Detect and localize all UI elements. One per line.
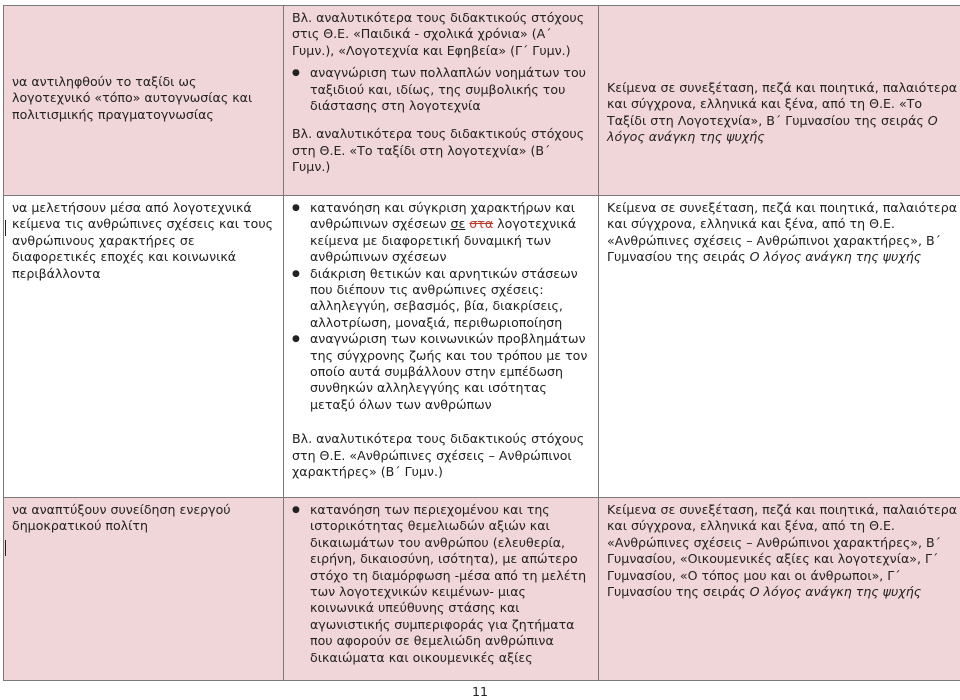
table-row bbox=[4, 6, 960, 196]
list-item: ● κατανόηση των περιεχομένου και της ιστορικότητας θεμελιωδών αξιών και δικαιωμάτων του ανθρώπου (ελευθερία, ειρήνη, δικαιοσύνη, ισότητα), με απώτερο στόχο τη διαμόρφωση -μέσα από τη μελέτη των λογοτεχνικών κειμένων- μιας κοινωνικά υπεύθυνης στάσης και αγωνιστικής συμπεριφοράς για ζητήματα που αφορούν σε θεμελιώδη ανθρώπινα δικαιώματα και οικουμενικές αξίες bbox=[310, 502, 592, 666]
list-item: ● αναγνώριση των κοινωνικών προβλημάτων της σύγχρονης ζωής και του τρόπου με τον οποίο αυτά συμβάλλουν στην εμπέδωση συνθηκών αλληλεγγύης και ισότητας μεταξύ όλων των ανθρώπων bbox=[310, 331, 592, 413]
table-row bbox=[4, 498, 960, 681]
goal-text: να αναπτύξουν συνείδηση ενεργού δημοκρατικού πολίτη bbox=[12, 502, 231, 534]
goal-cell bbox=[4, 498, 284, 681]
objectives-cell bbox=[284, 498, 599, 681]
goal-text: να μελετήσουν μέσα από λογοτεχνικά κείμενα τις ανθρώπινες σχέσεις και τους ανθρώπινους χαρακτήρες σε διαφορετικές εποχές και κοινωνικά περιβάλλοντα bbox=[12, 200, 274, 281]
goal-cell bbox=[4, 196, 284, 498]
deleted-word: στα bbox=[469, 216, 494, 232]
change-bar bbox=[5, 220, 6, 236]
list-item: ● διάκριση θετικών και αρνητικών στάσεων που διέπουν τις ανθρώπινες σχέσεις: αλληλεγγύη, σεβασμός, βία, διακρίσεις, αλλοτρίωση, μοναξιά, περιθωριοποίηση bbox=[310, 266, 592, 332]
texts-plain: Κείμενα σε συνεξέταση, πεζά και ποιητικά, παλαιότερα και σύγχρονα, ελληνικά και ξένα, από τη Θ.Ε. «Ανθρώπινες σχέσεις – Ανθρώπινοι χαρακτήρες», Β΄ Γυμνασίου, «Οικουμενικές αξίες και λογοτεχνία», Γ΄ Γυμνασίου, «Ο τόπος μου και οι άνθρωποι», Γ΄ Γυμνασίου της σειράς bbox=[607, 502, 957, 600]
series-title: Ο λόγος ανάγκη της ψυχής bbox=[607, 112, 938, 145]
page-number: 11 bbox=[471, 684, 489, 699]
list-item bbox=[310, 200, 592, 266]
series-title: Ο λόγος ανάγκη της ψυχής bbox=[749, 249, 922, 265]
texts-cell bbox=[599, 6, 960, 196]
texts-paragraph bbox=[607, 502, 957, 600]
objectives-list bbox=[292, 502, 592, 666]
reference-note: Βλ. αναλυτικότερα τους διδακτικούς στόχους στη Θ.Ε. «Το ταξίδι στη λογοτεχνία» (Β΄ Γυμν.) bbox=[292, 126, 585, 175]
list-item: ● αναγνώριση των πολλαπλών νοημάτων του ταξιδιού και, ιδίως, της συμβολικής του διάστασης στη λογοτεχνία bbox=[310, 65, 592, 114]
texts-plain: Κείμενα σε συνεξέταση, πεζά και ποιητικά, παλαιότερα και σύγχρονα, ελληνικά και ξένα, από τη Θ.Ε. «Το Ταξίδι στη Λογοτεχνία», Β΄ Γυμνασίου της σειράς bbox=[607, 80, 957, 128]
texts-plain: Κείμενα σε συνεξέταση, πεζά και ποιητικά, παλαιότερα και σύγχρονα, ελληνικά και ξένα, από τη Θ.Ε. «Ανθρώπινες σχέσεις – Ανθρώπινοι χαρακτήρες», Β΄ Γυμνασίου της σειράς bbox=[607, 200, 957, 265]
texts-cell bbox=[599, 196, 960, 498]
goal-text: να αντιληφθούν το ταξίδι ως λογοτεχνικό «τόπο» αυτογνωσίας και πολιτισμικής πραγματογνωσίας bbox=[12, 74, 253, 122]
texts-paragraph bbox=[607, 200, 957, 266]
reference-note: Βλ. αναλυτικότερα τους διδακτικούς στόχους στη Θ.Ε. «Ανθρώπινες σχέσεις – Ανθρώπινοι χαρακτήρες» (Β΄ Γυμν.) bbox=[292, 431, 585, 480]
table-row bbox=[4, 196, 960, 498]
list-item-text: λογοτεχνικά κείμενα με διαφορετική δυναμική των ανθρώπινων σχέσεων bbox=[310, 216, 577, 265]
inserted-word: σε bbox=[450, 216, 466, 232]
objectives-list bbox=[292, 200, 592, 413]
series-title: Ο λόγος ανάγκη της ψυχής bbox=[749, 584, 922, 600]
texts-paragraph bbox=[607, 80, 957, 146]
texts-cell bbox=[599, 498, 960, 681]
objectives-list bbox=[292, 65, 592, 114]
objectives-cell bbox=[284, 6, 599, 196]
goal-cell bbox=[4, 6, 284, 196]
change-bar bbox=[5, 540, 6, 556]
reference-note: Βλ. αναλυτικότερα τους διδακτικούς στόχους στις Θ.Ε. «Παιδικά - σχολικά χρόνια» (Α΄ Γυμν.), «Λογοτεχνία και Εφηβεία» (Γ΄ Γυμν.) bbox=[292, 10, 585, 58]
list-item-text: κατανόηση και σύγκριση χαρακτήρων και ανθρώπινων σχέσεων bbox=[310, 200, 576, 232]
curriculum-table bbox=[3, 5, 960, 681]
objectives-cell bbox=[284, 196, 599, 498]
